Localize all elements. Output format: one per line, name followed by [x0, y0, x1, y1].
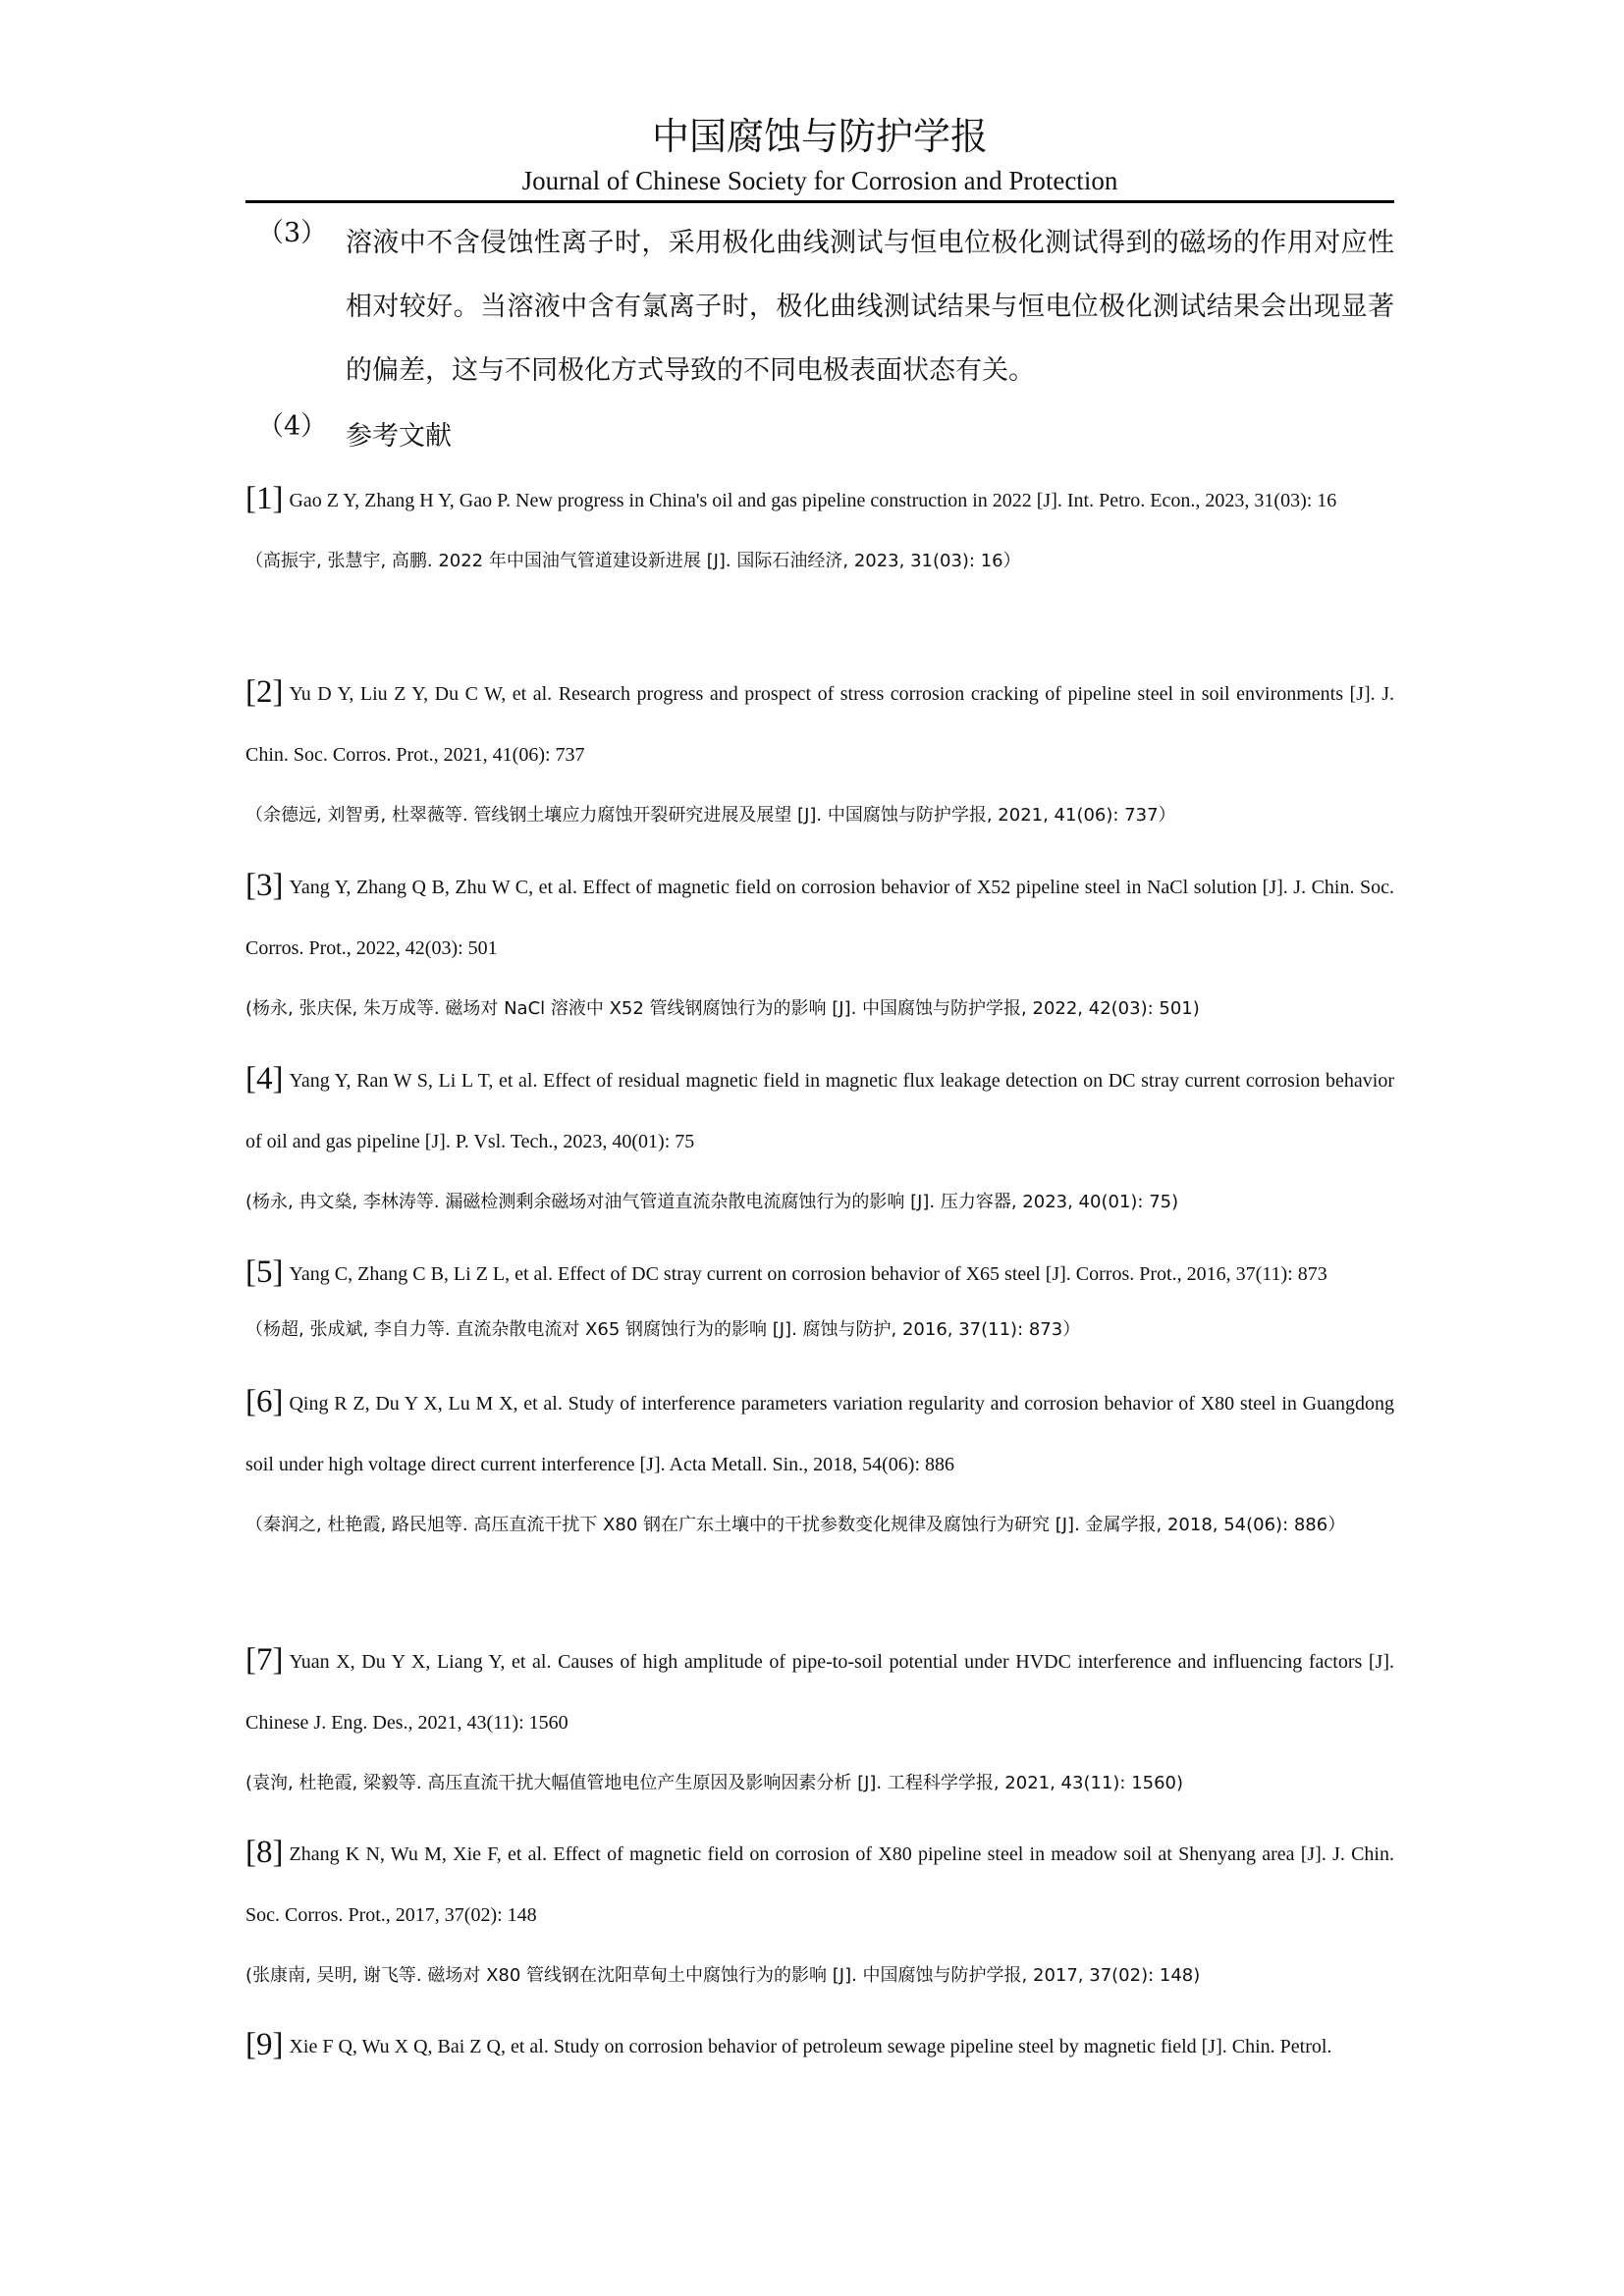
reference-entry: [245, 2014, 1394, 2077]
reference-label: [1]: [245, 481, 284, 516]
conclusion-number: （4）: [257, 411, 328, 442]
conclusion-text: 溶液中不含侵蚀性离子时，采用极化曲线测试与恒电位极化测试得到的磁场的作用对应性相对较好。当溶液中含有氯离子时，极化曲线测试结果与恒电位极化测试结果会出现显著的偏差，这与不同极化方式导致的不同电极表面状态有关。: [346, 228, 1394, 386]
reference-text-en: Yu D Y, Liu Z Y, Du C W, et al. Research progress and prospect of stress corrosion cracking of pipeline steel in soil environments [J]. J. Chin. Soc. Corros. Prot., 2021, 41(06): 737: [245, 683, 1394, 766]
reference-text-en: Yang Y, Zhang Q B, Zhu W C, et al. Effect of magnetic field on corrosion behavior of X52 pipeline steel in NaCl solution [J]. J. Chin. Soc. Corros. Prot., 2022, 42(03): 501: [245, 877, 1394, 959]
reference-label: [8]: [245, 1835, 284, 1870]
reference-entry: [245, 1822, 1394, 2006]
conclusion-number: （3）: [257, 218, 328, 248]
reference-text-cn: (张康南, 吴明, 谢飞等. 磁场对 X80 管线钢在沈阳草甸土中腐蚀行为的影响 [J]. 中国腐蚀与防护学报, 2017, 37(02): 148): [245, 1965, 1201, 1986]
header-divider: [245, 200, 1394, 203]
reference-entry: [245, 855, 1394, 1040]
reference-entry: [245, 662, 1394, 846]
reference-label: [5]: [245, 1255, 284, 1290]
reference-text-cn: (袁洵, 杜艳霞, 梁毅等. 高压直流干扰大幅值管地电位产生原因及影响因素分析 [J]. 工程科学学报, 2021, 43(11): 1560): [245, 1773, 1184, 1793]
reference-text-cn: （高振宇, 张慧宇, 高鹏. 2022 年中国油气管道建设新进展 [J]. 国际石油经济, 2023, 31(03): 16）: [245, 551, 1021, 571]
journal-title-cn: 中国腐蚀与防护学报: [651, 115, 988, 158]
reference-text-en: Gao Z Y, Zhang H Y, Gao P. New progress in China's oil and gas pipeline construction in 2022 [J]. Int. Petro. Econ., 2023, 31(03): 16: [289, 490, 1337, 511]
reference-entry: [245, 1629, 1394, 1814]
section-heading-references: 参考文献: [346, 421, 452, 452]
journal-header: [245, 110, 1394, 198]
reference-text-cn: （秦润之, 杜艳霞, 路民旭等. 高压直流干扰下 X80 钢在广东土壤中的干扰参数变化规律及腐蚀行为研究 [J]. 金属学报, 2018, 54(06): 886）: [245, 1515, 1346, 1535]
reference-text-en: Qing R Z, Du Y X, Lu M X, et al. Study of interference parameters variation regularity and corrosion behavior of X80 steel in Guangdong soil under high voltage direct current interference [J]. Acta Metall. Sin., 2018, 54(06): 886: [245, 1393, 1394, 1475]
reference-entry: [245, 1242, 1394, 1356]
reference-entry: [245, 1048, 1394, 1233]
reference-text-cn: （余德远, 刘智勇, 杜翠薇等. 管线钢土壤应力腐蚀开裂研究进展及展望 [J]. 中国腐蚀与防护学报, 2021, 41(06): 737）: [245, 805, 1176, 826]
reference-text-cn: （杨超, 张成斌, 李自力等. 直流杂散电流对 X65 钢腐蚀行为的影响 [J]. 腐蚀与防护, 2016, 37(11): 873）: [245, 1319, 1081, 1340]
reference-text-cn: (杨永, 冉文燊, 李林涛等. 漏磁检测剩余磁场对油气管道直流杂散电流腐蚀行为的影响 [J]. 压力容器, 2023, 40(01): 75): [245, 1192, 1179, 1212]
reference-entry: [245, 1371, 1394, 1556]
reference-label: [4]: [245, 1061, 284, 1096]
reference-text-cn: (杨永, 张庆保, 朱万成等. 磁场对 NaCl 溶液中 X52 管线钢腐蚀行为的影响 [J]. 中国腐蚀与防护学报, 2022, 42(03): 501): [245, 998, 1200, 1019]
reference-label: [7]: [245, 1642, 284, 1678]
reference-text-en: Yuan X, Du Y X, Liang Y, et al. Causes of high amplitude of pipe-to-soil potential under HVDC interference and influencing factors [J]. Chinese J. Eng. Des., 2021, 43(11): 1560: [245, 1651, 1394, 1734]
reference-label: [2]: [245, 674, 284, 710]
reference-text-en: Yang C, Zhang C B, Li Z L, et al. Effect of DC stray current on corrosion behavior of X65 steel [J]. Corros. Prot., 2016, 37(11): 873: [289, 1263, 1327, 1285]
reference-text-en: Xie F Q, Wu X Q, Bai Z Q, et al. Study on corrosion behavior of petroleum sewage pipeline steel by magnetic field [J]. Chin. Petrol.: [289, 2036, 1332, 2057]
reference-entry: [245, 468, 1394, 592]
reference-label: [6]: [245, 1384, 284, 1419]
reference-label: [9]: [245, 2027, 284, 2062]
journal-title-en: Journal of Chinese Society for Corrosion and Protection: [521, 166, 1118, 195]
reference-text-en: Zhang K N, Wu M, Xie F, et al. Effect of magnetic field on corrosion of X80 pipeline steel in meadow soil at Shenyang area [J]. J. Chin. Soc. Corros. Prot., 2017, 37(02): 148: [245, 1843, 1394, 1926]
reference-label: [3]: [245, 868, 284, 903]
reference-text-en: Yang Y, Ran W S, Li L T, et al. Effect of residual magnetic field in magnetic flux leakage detection on DC stray current corrosion behavior of oil and gas pipeline [J]. P. Vsl. Tech., 2023, 40(01): 75: [245, 1070, 1394, 1152]
